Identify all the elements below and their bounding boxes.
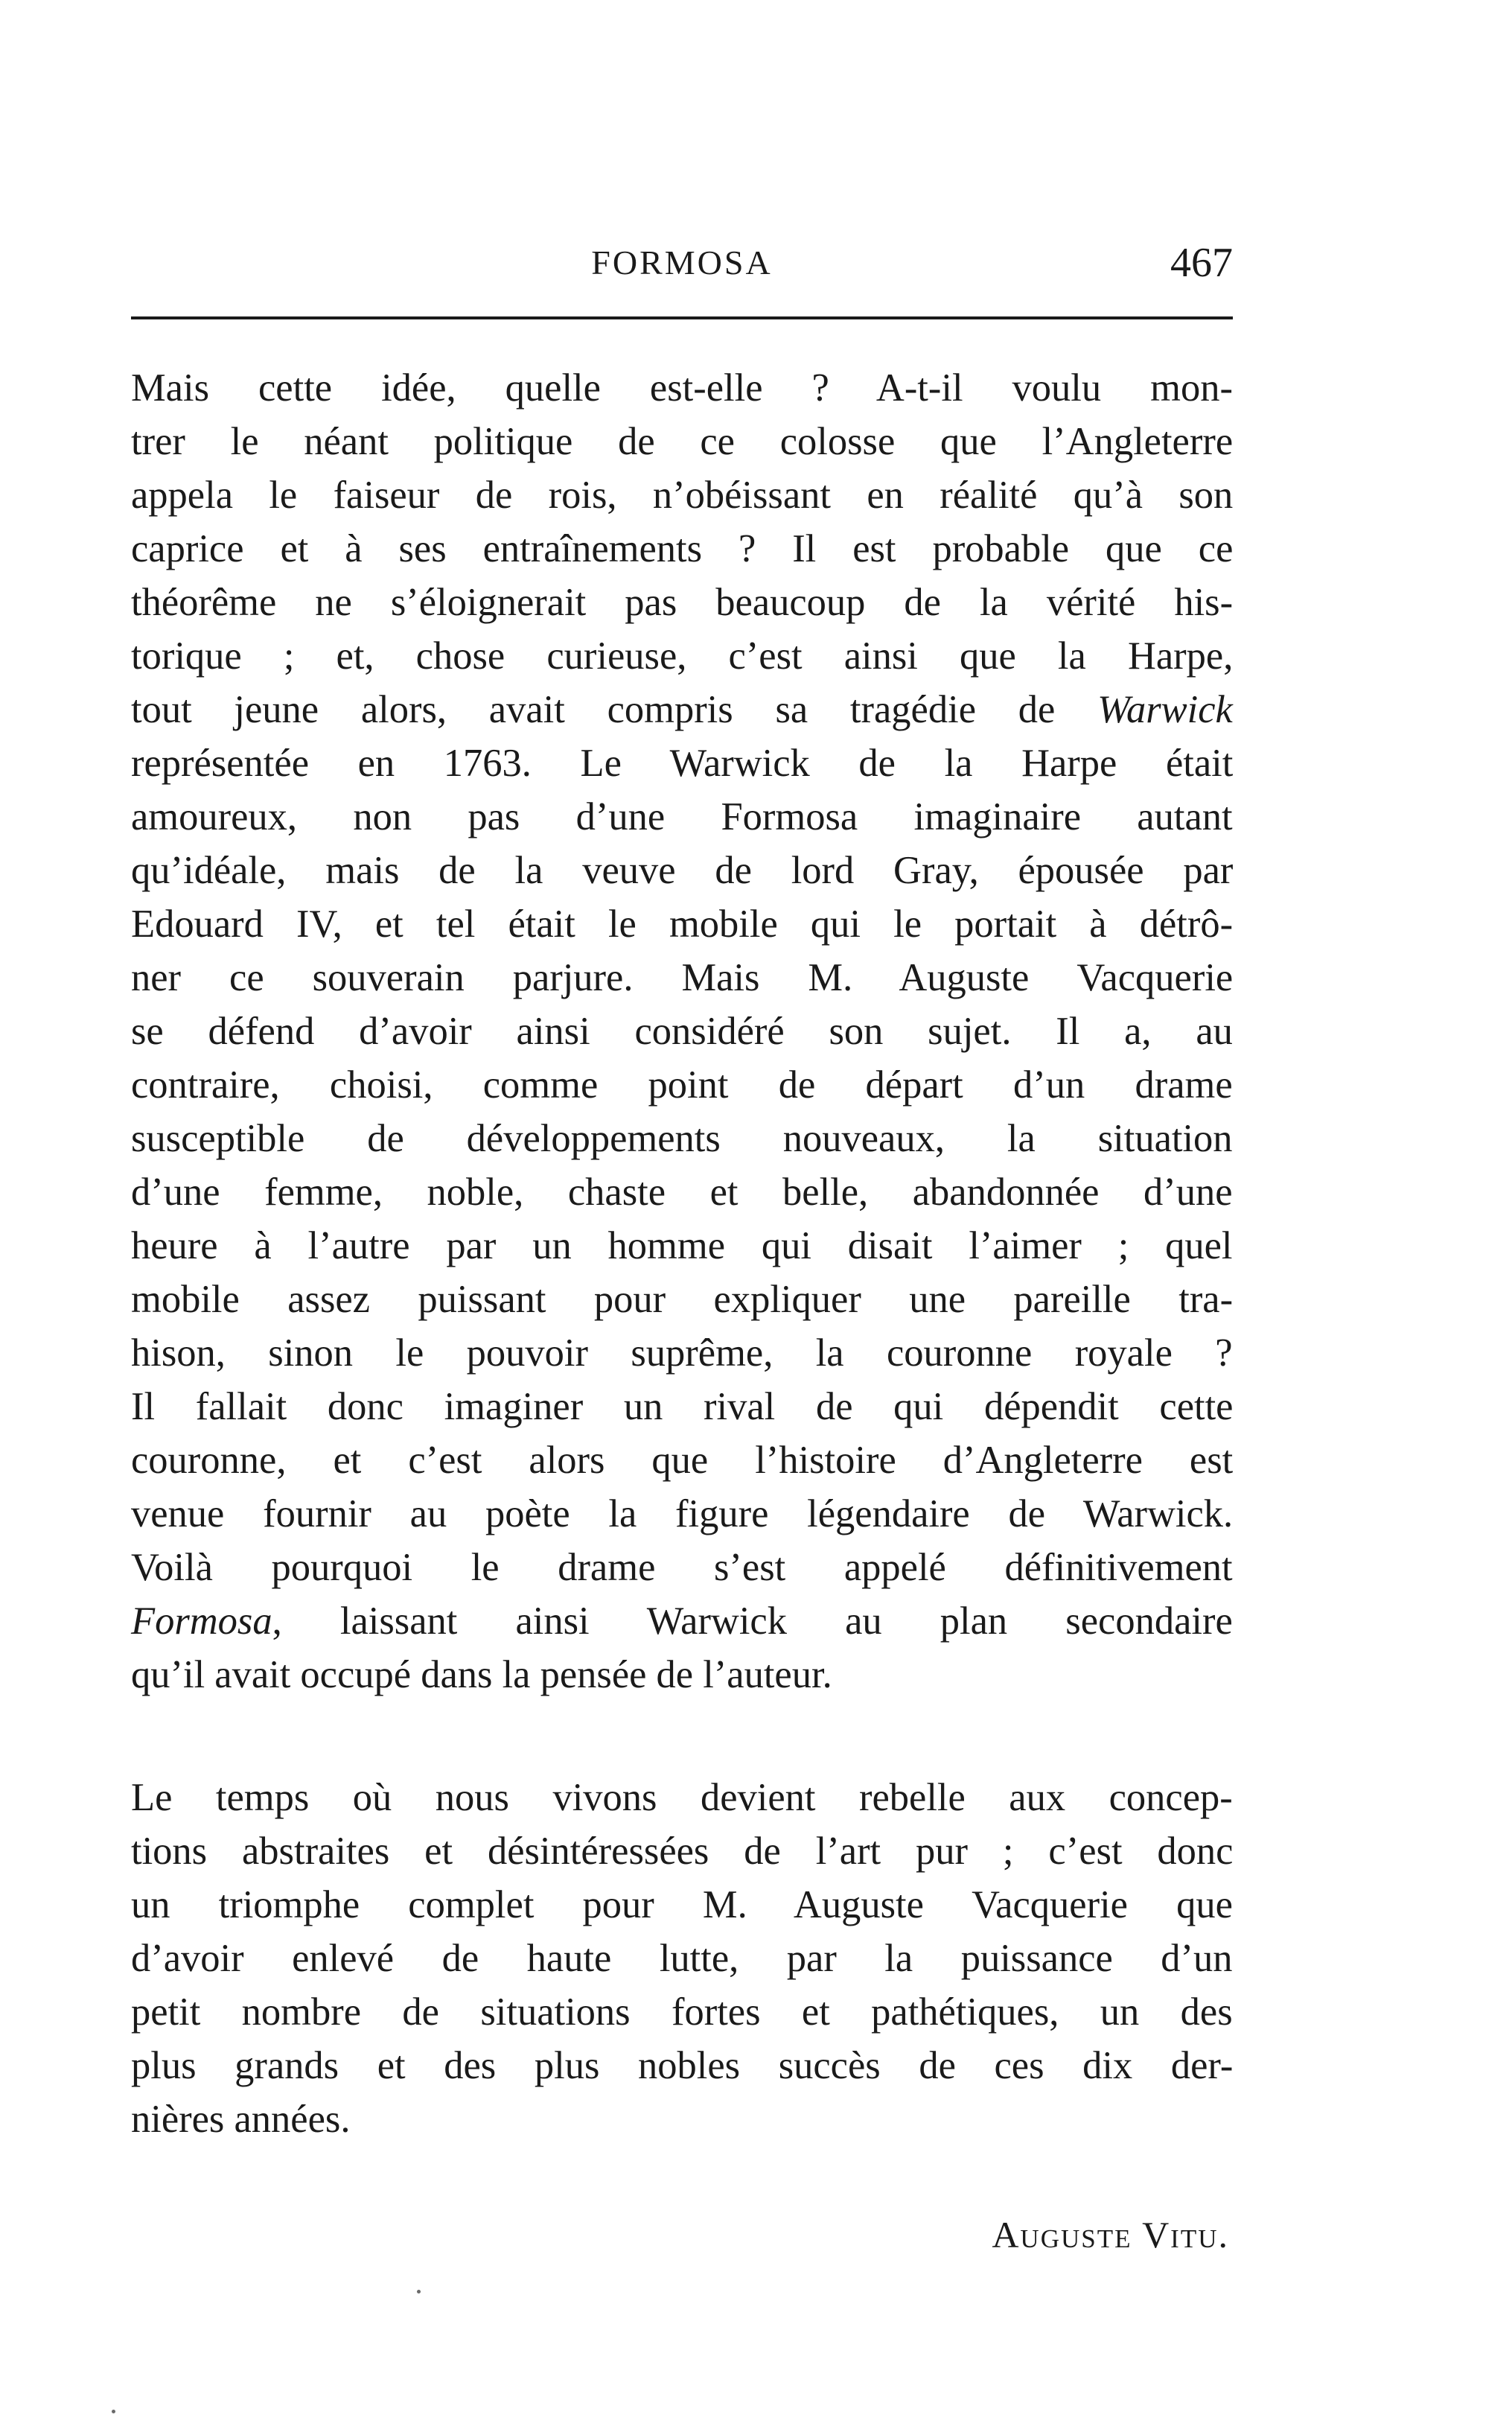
text-line: hison, sinon le pouvoir suprême, la couronne royale ? [131, 1331, 1233, 1375]
play-title-italic: Formosa [131, 1599, 272, 1643]
page-number: 467 [1170, 240, 1233, 286]
play-title-italic: Warwick [1097, 688, 1233, 731]
text-line: mobile assez puissant pour expliquer une pareille tra- [131, 1278, 1234, 1321]
print-speck [112, 2410, 115, 2413]
running-head [131, 237, 1233, 289]
text-line: nières années. [131, 2098, 351, 2141]
paragraph-1 [131, 361, 1233, 1702]
running-title: FORMOSA [591, 243, 773, 281]
text-line: qu’idéale, mais de la veuve de lord Gray, épousée par [131, 849, 1234, 892]
text-line: représentée en 1763. Le Warwick de la Harpe était [131, 742, 1234, 785]
text-line: Le temps où nous vivons devient rebelle aux concep- [131, 1776, 1233, 1819]
text-line: appela le faiseur de rois, n’obéissant en réalité qu’à son [131, 474, 1234, 517]
text-line: torique ; et, chose curieuse, c’est ainsi que la Harpe, [131, 634, 1234, 678]
text-line: petit nombre de situations fortes et pathétiques, un des [131, 1990, 1233, 2034]
text-line: heure à l’autre par un homme qui disait l’aimer ; quel [131, 1224, 1233, 1267]
header-rule [131, 316, 1233, 319]
text-line: contraire, choisi, comme point de départ d’un drame [131, 1063, 1233, 1107]
text-line: d’avoir enlevé de haute lutte, par la puissance d’un [131, 1937, 1233, 1980]
text-line: Mais cette idée, quelle est-elle ? A-t-il voulu mon- [131, 366, 1233, 410]
text-line: qu’il avait occupé dans la pensée de l’auteur. [131, 1653, 832, 1696]
text-line: amoureux, non pas d’une Formosa imaginaire autant [131, 795, 1233, 838]
text-line: se défend d’avoir ainsi considéré son sujet. Il a, au [131, 1010, 1233, 1053]
author-signature: Auguste Vitu. [992, 2214, 1229, 2256]
paragraph-2 [131, 1771, 1233, 2146]
text-line: un triomphe complet pour M. Auguste Vacquerie que [131, 1883, 1233, 1926]
print-speck [417, 2290, 421, 2293]
text-line: ner ce souverain parjure. Mais M. Auguste Vacquerie [131, 956, 1234, 999]
text-line: susceptible de développements nouveaux, la situation [131, 1117, 1233, 1160]
text-line: couronne, et c’est alors que l’histoire d’Angleterre est [131, 1439, 1234, 1482]
text-line: Voilà pourquoi le drame s’est appelé définitivement [131, 1546, 1233, 1589]
text-line: théorême ne s’éloignerait pas beaucoup de la vérité his- [131, 581, 1234, 624]
text-line: Edouard IV, et tel était le mobile qui le portait à détrô- [131, 903, 1234, 946]
text-line: venue fournir au poète la figure légendaire de Warwick. [131, 1492, 1234, 1535]
text-line: Il fallait donc imaginer un rival de qui dépendit cette [131, 1385, 1234, 1428]
text-line: tions abstraites et désintéressées de l’art pur ; c’est donc [131, 1830, 1234, 1873]
text-line: plus grands et des plus nobles succès de ces dix der- [131, 2044, 1234, 2087]
text-line: caprice et à ses entraînements ? Il est probable que ce [131, 527, 1234, 570]
text-line: trer le néant politique de ce colosse que l’Angleterre [131, 420, 1234, 463]
text-line: tout jeune alors, avait compris sa tragédie de Warwick [131, 688, 1233, 731]
text-line: Formosa, laissant ainsi Warwick au plan secondaire [131, 1599, 1233, 1643]
text-line: d’une femme, noble, chaste et belle, abandonnée d’une [131, 1171, 1233, 1214]
